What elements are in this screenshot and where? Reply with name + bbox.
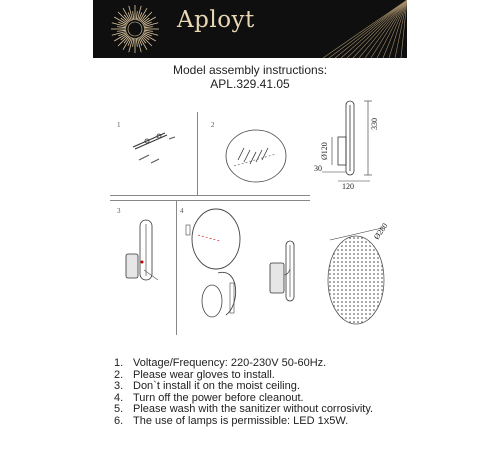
instruction-text: Turn off the power before cleanout. xyxy=(133,391,304,404)
panel-divider xyxy=(110,200,310,201)
instruction-text: Please wash with the sanitizer without corrosivity. xyxy=(133,403,374,416)
step-number: 2 xyxy=(211,121,215,129)
step1-bracket-illustration xyxy=(125,125,185,175)
brand-name: Aployt xyxy=(177,7,255,33)
width-dimension: 120 xyxy=(342,182,354,191)
step-number: 3 xyxy=(117,207,121,215)
step2-wall-mount-illustration xyxy=(220,126,290,186)
depth-dimension: 30 xyxy=(314,164,322,173)
assembled-lamp-illustration xyxy=(262,235,307,310)
step-number: 4 xyxy=(180,207,184,215)
instruction-item xyxy=(114,358,373,370)
instruction-number: 5. xyxy=(114,403,124,416)
instruction-text: Please wear gloves to install. xyxy=(133,368,275,381)
model-number: APL.329.41.05 xyxy=(210,77,290,91)
instruction-number: 1. xyxy=(114,357,124,369)
instructions-list xyxy=(114,358,373,428)
panel-divider xyxy=(197,112,198,195)
instruction-number: 4. xyxy=(114,391,124,404)
instruction-number: 6. xyxy=(114,414,124,427)
document-title: Model assembly instructions: xyxy=(172,63,328,77)
diameter-small-dimension: Ø120 xyxy=(320,142,329,160)
instruction-number: 3. xyxy=(114,380,124,393)
textured-disc-illustration xyxy=(320,220,400,330)
instruction-item xyxy=(114,416,373,428)
panel-divider xyxy=(110,195,310,196)
instruction-text: Voltage/Frequency: 220-230V 50-60Hz. xyxy=(133,357,327,369)
panel-divider xyxy=(176,200,177,335)
diameter-large-dimension: Ø280 xyxy=(372,221,390,242)
step-number: 1 xyxy=(117,121,121,129)
brand-banner xyxy=(93,0,407,58)
instruction-text: Don`t install it on the moist ceiling. xyxy=(133,380,300,393)
step3-mounted-lamp-illustration xyxy=(118,210,173,290)
instruction-number: 2. xyxy=(114,368,124,381)
height-dimension: 330 xyxy=(370,118,379,130)
step4-ring-fixture-illustration xyxy=(180,205,260,335)
instruction-text: The use of lamps is permissible: LED 1x5W. xyxy=(133,414,349,427)
